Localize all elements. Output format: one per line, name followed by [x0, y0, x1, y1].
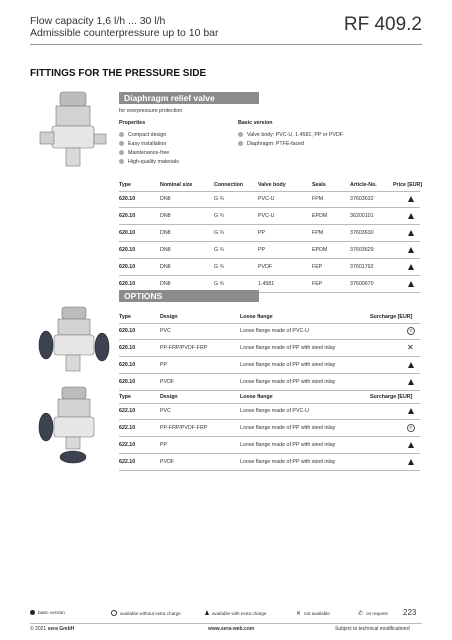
- table-cell: 620.10: [119, 345, 136, 351]
- row-divider: [119, 356, 420, 357]
- valve-product-image: [38, 90, 110, 170]
- table-cell: Loose flange made of PVC-U: [240, 328, 309, 334]
- on-request-icon: ✆: [407, 327, 415, 335]
- table-cell: PVC: [160, 408, 171, 414]
- table-cell: Loose flange made of PP with steel inlay: [240, 362, 336, 368]
- table-cell: DN8: [160, 196, 171, 202]
- flanged-valve-image: [38, 305, 110, 375]
- row-divider: [119, 275, 420, 276]
- row-divider: [119, 453, 420, 454]
- table-cell: 37600670: [350, 281, 374, 287]
- table-cell: 622.10: [119, 459, 136, 465]
- options-header: Loose flange: [240, 394, 273, 400]
- row-divider: [119, 241, 420, 242]
- table-cell: 1.4581: [258, 281, 275, 287]
- table-cell: DN8: [160, 230, 171, 236]
- table-cell: PVC-U: [258, 196, 275, 202]
- table-cell: PP: [258, 247, 266, 253]
- page-number: 223: [403, 608, 417, 617]
- table-cell: EPDM: [312, 247, 328, 253]
- cross-icon: ✕: [407, 343, 414, 352]
- table-cell: PP-FRP/PVDF-FRP: [160, 425, 208, 431]
- triangle-icon: [408, 442, 414, 448]
- table-cell: PP-FRP/PVDF-FRP: [160, 345, 208, 351]
- valve-band: Diaphragm relief valve: [119, 92, 259, 104]
- table-cell: Loose flange made of PP with steel inlay: [240, 345, 336, 351]
- table-cell: 620.10: [119, 328, 136, 334]
- table-cell: 37603632: [350, 196, 374, 202]
- price-triangle-icon: [408, 196, 414, 202]
- table-cell: 620.10: [119, 230, 136, 236]
- col-price: Price [EUR]: [393, 182, 423, 188]
- options-header: Surcharge [EUR]: [370, 314, 413, 320]
- valve-subtitle: for overpressure protection: [119, 108, 183, 114]
- legend-on-request: ✆ on request: [358, 611, 388, 617]
- price-triangle-icon: [408, 281, 414, 287]
- triangle-icon: [408, 459, 414, 465]
- table-cell: PP: [160, 362, 168, 368]
- table-cell: G ¾: [214, 230, 225, 236]
- row-divider: [119, 339, 420, 340]
- basic-item: Diaphragm: PTFE-faced: [238, 141, 304, 147]
- table-cell: PVDF: [160, 379, 175, 385]
- col-article-no: Article-No.: [350, 182, 377, 188]
- footer-copyright: © 2021 sera GmbH: [30, 626, 75, 632]
- basic-version-icon: [30, 610, 35, 615]
- property-item: Compact design: [119, 132, 166, 138]
- property-item: Easy installation: [119, 141, 166, 147]
- flanged-valve-image: [38, 385, 110, 465]
- table-cell: PVDF: [258, 264, 273, 270]
- table-cell: 620.10: [119, 213, 136, 219]
- bullet-icon: [238, 141, 243, 146]
- cross-icon: ✕: [296, 611, 302, 617]
- legend-not-available: ✕ not available: [296, 611, 330, 617]
- table-divider: [119, 403, 420, 404]
- properties-label: Properties: [119, 120, 146, 126]
- legend-without-charge: available without extra charge: [111, 610, 181, 616]
- options-header: Design: [160, 394, 178, 400]
- section-title: FITTINGS FOR THE PRESSURE SIDE: [30, 68, 207, 79]
- table-cell: Loose flange made of PP with steel inlay: [240, 459, 336, 465]
- triangle-icon: [408, 408, 414, 414]
- header-divider: [30, 44, 422, 45]
- bullet-icon: [119, 132, 124, 137]
- table-cell: 622.10: [119, 442, 136, 448]
- price-triangle-icon: [408, 264, 414, 270]
- options-header: Type: [119, 314, 131, 320]
- triangle-icon: [408, 379, 414, 385]
- table-cell: PVC-U: [258, 213, 275, 219]
- price-triangle-icon: [408, 230, 414, 236]
- legend-extra-charge: available with extra charge: [205, 610, 266, 616]
- table-cell: 620.10: [119, 196, 136, 202]
- table-cell: DN8: [160, 247, 171, 253]
- triangle-icon: [408, 362, 414, 368]
- row-divider: [119, 419, 420, 420]
- price-triangle-icon: [408, 247, 414, 253]
- table-cell: G ¾: [214, 213, 225, 219]
- options-band: OPTIONS: [119, 290, 259, 302]
- bullet-icon: [119, 141, 124, 146]
- table-cell: 622.10: [119, 425, 136, 431]
- table-cell: 36200101: [350, 213, 374, 219]
- options-header: Design: [160, 314, 178, 320]
- half-circle-icon: [111, 610, 117, 616]
- header-line-2: Admissible counterpressure up to 10 bar: [30, 27, 219, 39]
- table-cell: Loose flange made of PP with steel inlay: [240, 442, 336, 448]
- table-cell: 622.10: [119, 408, 136, 414]
- property-item: Maintenance-free: [119, 150, 169, 156]
- table-cell: PP: [258, 230, 266, 236]
- legend-basic: basic version: [30, 610, 65, 615]
- table-cell: Loose flange made of PVC-U: [240, 408, 309, 414]
- table-cell: 620.10: [119, 247, 136, 253]
- options-header: Type: [119, 394, 131, 400]
- row-divider: [119, 373, 420, 374]
- col-nominal-size: Nominal size: [160, 182, 193, 188]
- price-triangle-icon: [408, 213, 414, 219]
- row-divider: [119, 436, 420, 437]
- table-cell: 620.10: [119, 362, 136, 368]
- footer-note: Subject to technical modifications!: [335, 626, 411, 632]
- table-cell: FEP: [312, 264, 323, 270]
- table-cell: 37603630: [350, 230, 374, 236]
- table-cell: DN8: [160, 264, 171, 270]
- table-cell: FEP: [312, 281, 323, 287]
- col-valve-body: Valve body: [258, 182, 286, 188]
- on-request-icon: ✆: [358, 611, 364, 617]
- table-cell: 37603629: [350, 247, 374, 253]
- table-cell: 37601792: [350, 264, 374, 270]
- table-cell: G ¾: [214, 196, 225, 202]
- row-divider: [119, 470, 420, 471]
- table-cell: DN8: [160, 281, 171, 287]
- model-title: RF 409.2: [343, 14, 422, 35]
- col-seals: Seals: [312, 182, 326, 188]
- col-type: Type: [119, 182, 131, 188]
- table-cell: EPDM: [312, 213, 328, 219]
- footer-url[interactable]: www.sera-web.com: [208, 626, 255, 632]
- table-divider: [119, 191, 420, 192]
- table-cell: G ¾: [214, 247, 225, 253]
- table-cell: PP: [160, 442, 168, 448]
- table-cell: G ¾: [214, 281, 225, 287]
- row-divider: [119, 258, 420, 259]
- bullet-icon: [238, 132, 243, 137]
- bullet-icon: [119, 150, 124, 155]
- bullet-icon: [119, 159, 124, 164]
- table-cell: FPM: [312, 196, 324, 202]
- row-divider: [119, 390, 420, 391]
- table-cell: 620.10: [119, 379, 136, 385]
- table-cell: FPM: [312, 230, 324, 236]
- table-cell: PVC: [160, 328, 171, 334]
- basic-item: Valve body: PVC-U, 1.4581, PP or PVDF: [238, 132, 343, 138]
- col-connection: Connection: [214, 182, 244, 188]
- on-request-icon: ✆: [407, 424, 415, 432]
- row-divider: [119, 224, 420, 225]
- table-cell: 620.10: [119, 281, 136, 287]
- row-divider: [119, 207, 420, 208]
- table-cell: G ¾: [214, 264, 225, 270]
- table-cell: Loose flange made of PP with steel inlay: [240, 379, 336, 385]
- header-line-1: Flow capacity 1,6 l/h ... 30 l/h: [30, 15, 166, 27]
- table-cell: PVDF: [160, 459, 175, 465]
- triangle-icon: [205, 610, 209, 615]
- table-cell: Loose flange made of PP with steel inlay: [240, 425, 336, 431]
- table-cell: DN8: [160, 213, 171, 219]
- options-header: Loose flange: [240, 314, 273, 320]
- footer-divider: [30, 623, 422, 624]
- property-item: High-quality materials: [119, 159, 179, 165]
- options-header: Surcharge [EUR]: [370, 394, 413, 400]
- basic-version-label: Basic version: [238, 120, 273, 126]
- table-divider: [119, 323, 420, 324]
- header-subtitle: [30, 15, 219, 39]
- table-cell: 620.10: [119, 264, 136, 270]
